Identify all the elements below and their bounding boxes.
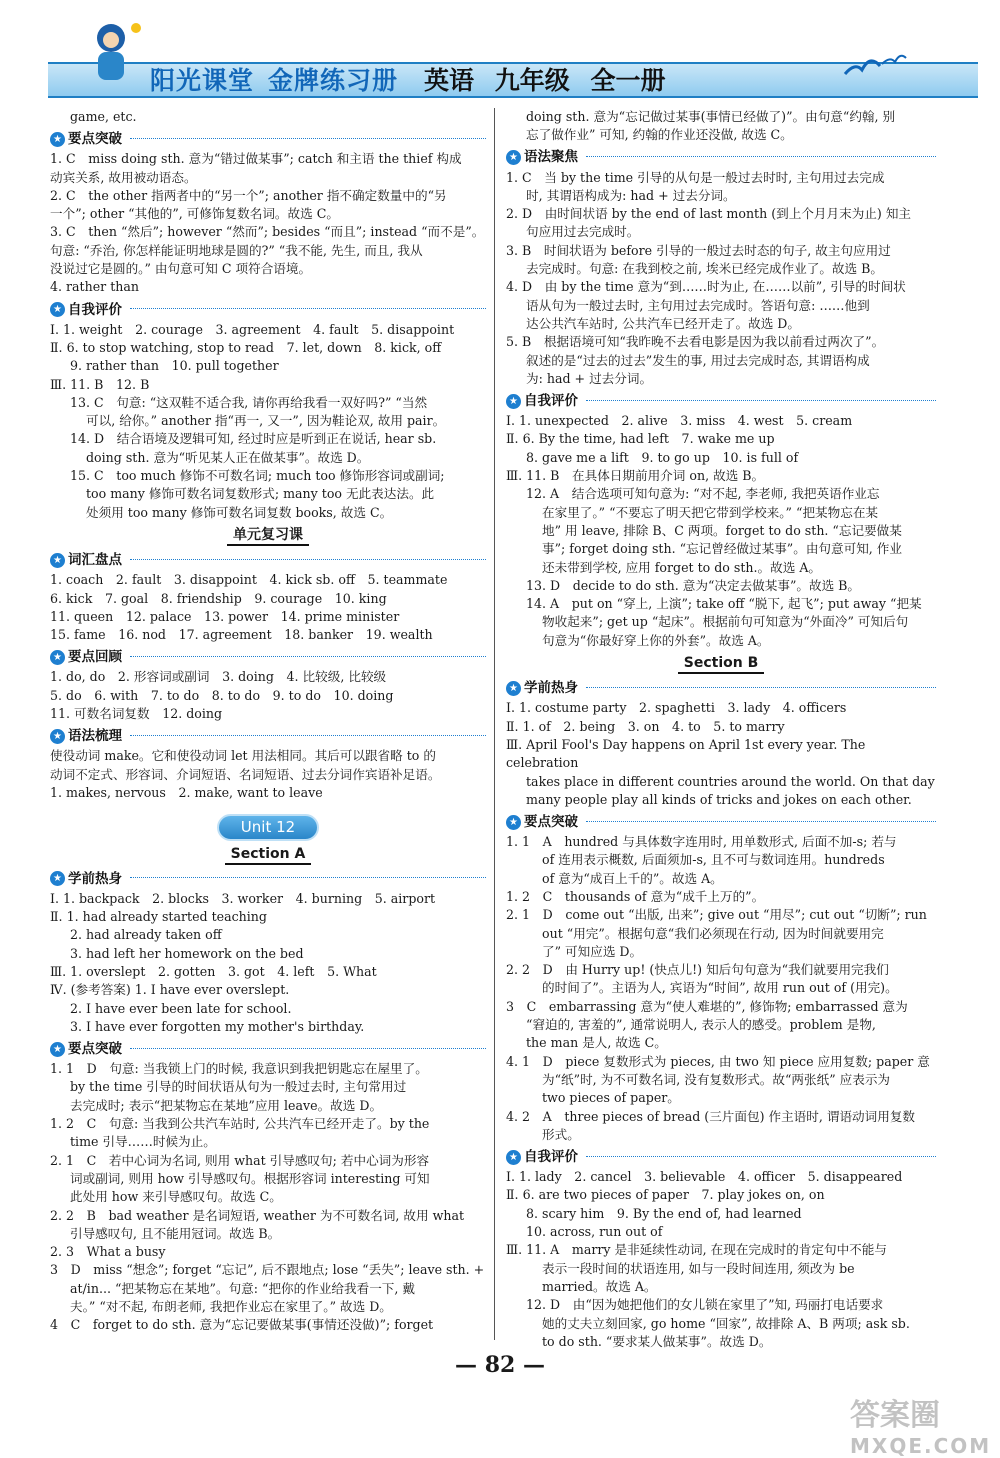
text-line: 5. B 根据语境可知“我昨晚不去看电影是因为我以前看过两次了”。 [506,334,885,350]
header-book-info [424,61,665,97]
section-heading [50,300,486,320]
section-title: 词汇盘点 [68,552,122,569]
text-line: 物收起来”; get up “起床”。根据前句可知意为“外面冷” 可知后句 [542,614,909,630]
brand-name: 阳光课堂 [150,66,255,95]
text-line: Ⅰ. 1. backpack 2. blocks 3. worker 4. burning 5. airport [50,890,436,906]
text-line: 1. C 当 by the time 引导的从句是一般过去时时, 主句用过去完成 [506,169,885,185]
text-line: 1. do, do 2. 形容词或副词 3. doing 4. 比较级, 比较级 [50,669,387,685]
star-icon: ★ [50,650,65,665]
page-header [0,0,1000,108]
text-line: 4. rather than [50,279,139,295]
text-line: 2. C the other 指两者中的“另一个”; another 指不确定数量中的“另 [50,187,447,203]
text-line: doing sth. 意为“听见某人正在做某事”。故选 D。 [86,449,370,465]
text-line: 1. 1 D 句意: 当我锁上门的时候, 我意识到我把钥匙忘在屋里了。 [50,1061,428,1077]
section-title: 语法聚焦 [524,149,578,166]
section-heading [50,869,486,889]
text-line: Ⅱ. 1. had already started teaching [50,909,267,925]
text-line: 2. D 由时间状语 by the end of last month (到上个月月末为止) 知主 [506,206,912,222]
review-title: 单元复习课 [227,526,309,546]
text-line: 表示一段时间的状语连用, 如与一段时间连用, 须改为 be [542,1260,855,1276]
text-line: 1. makes, nervous 2. make, want to leave [50,784,323,800]
section-heading [506,678,936,698]
section-title: 要点突破 [524,813,578,830]
text-line: 处须用 too many 修饰可数名词复数 books, 故选 C。 [86,504,393,520]
text-line: 3. C then “然后”; however “然而”; besides “而且”; instead “而不是”。 [50,224,485,240]
text-line: Ⅲ. April Fool's Day happens on April 1st every year. The celebration [506,736,866,771]
text-line: 1. 2 C 句意: 当我到公共汽车站时, 公共汽车已经开走了。by the [50,1116,430,1132]
section-title: 学前热身 [524,680,578,697]
text-line: 在家里了。” “不要忘了明天把它带到学校来。” “把某物忘在某 [542,504,879,520]
text-line: 可以, 给你。” another 指“再一, 又一”, 因为鞋论双, 故用 pair。 [86,413,446,429]
star-icon: ★ [506,815,521,830]
text-line: 2. 1 C 若中心词为名词, 则用 what 引导感叹句; 若中心词为形容 [50,1152,430,1168]
text-line: time 引导……时候为止。 [70,1134,216,1150]
text-line: 忘了做作业” 可知, 约翰的作业还没做, 故选 C。 [526,127,793,143]
text-line: 此处用 how 来引导感叹句。故选 C。 [70,1189,282,1205]
star-icon: ★ [50,871,65,886]
mascot-figure-icon [76,18,146,88]
text-line: the man 是人, 故选 C。 [526,1035,667,1051]
text-line: Ⅱ. 6. By the time, had left 7. wake me up [506,431,775,447]
text-line: 4 C forget to do sth. 意为“忘记要做某事(事情还没做)”; forget [50,1317,434,1333]
text-line: 事”; forget doing sth. “忘记曾经做过某事”。由句意可知, 作业 [542,541,902,557]
section-heading [506,391,936,411]
text-line: married。故选 A。 [542,1278,657,1294]
text-line: 1. C miss doing sth. 意为“错过做某事”; catch 和主语 the thief 构成 [50,151,462,167]
text-line: 4. D 由 by the time 意为“到……时为止, 在……以前”, 引导的时间状 [506,279,906,295]
section-title: 要点突破 [68,1041,122,1058]
star-icon: ★ [506,681,521,696]
text-line: too many 修饰可数名词复数形式; many too 无此表达法。此 [86,486,435,502]
section-title: 要点回顾 [68,649,122,666]
section-heading [50,1039,486,1059]
section-title: 自我评价 [524,1148,578,1165]
section-title: 语法梳理 [68,728,122,745]
text-line: at/in... “把某物忘在某地”。句意: “把你的作业给我看一下, 戴 [70,1280,415,1296]
text-line: “窘迫的, 害羞的”, 通常说明人, 表示人的感受。problem 是物, [526,1017,876,1033]
text-line: Ⅲ. 11. B 12. B [50,376,150,392]
text-line: 她的丈夫立刻回家, go home “回家”, 故排除 A、B 两项; ask sb. [542,1315,910,1331]
text-line: 语从句为一般过去时, 主句用过去完成时。答语句意: ……他到 [526,297,870,313]
text-line: 没说过它是圆的。” 由句意可知 C 项符合语境。 [50,261,312,277]
text-line: Ⅰ. 1. unexpected 2. alive 3. miss 4. west 5. cream [506,413,853,429]
text-line: 14. D 结合语境及逻辑可知, 经过时应是听到正在说话, hear sb. [70,431,437,447]
text-line: 15. C too much 修饰不可数名词; much too 修饰形容词或副词; [70,468,445,484]
text-line: 动词不定式、形容词、介词短语、名词短语、过去分词作宾语补足语。 [50,766,441,782]
text-line: 句应用过去完成时。 [526,224,640,240]
text-line: Ⅰ. 1. lady 2. cancel 3. believable 4. officer 5. disappeared [506,1169,903,1185]
text-line: 11. 可数名词复数 12. doing [50,706,223,722]
text-line: many people play all kinds of tricks and jokes on each other. [526,791,912,807]
section-title: 自我评价 [68,301,122,318]
text-line: 13. D decide to do sth. 意为“决定去做某事”。故选 B。 [526,577,861,593]
page-number: — 82 — [455,1352,545,1378]
text-line: 词或副词, 则用 how 引导感叹句。根据形容词 interesting 可知 [70,1170,430,1186]
text-line: 10. across, run out of [526,1224,663,1240]
text-line: Ⅲ. 11. A marry 是非延续性动词, 在现在完成时的肯定句中不能与 [506,1242,887,1258]
text-line: two pieces of paper。 [542,1090,680,1106]
text-line: 2. 3 What a busy [50,1244,166,1260]
text-line: of 意为“成百上千的”。故选 A。 [542,870,723,886]
text-line: 8. scary him 9. By the end of, had learned [526,1205,802,1221]
text-line: 14. A put on “穿上, 上演”; take off “脱下, 起飞”; put away “把某 [526,596,922,612]
text-line: Ⅲ. 1. overslept 2. gotten 3. got 4. left 5. What [50,963,377,979]
text-line: 为: had + 过去分词。 [526,370,653,386]
text-line: 地” 用 leave, 排除 B、C 两项。forget to do sth. “忘记要做某 [542,522,902,538]
text-line: Ⅱ. 6. are two pieces of paper 7. play jokes on, on [506,1187,825,1203]
unit-badge: Unit 12 [217,814,319,840]
volume: 全一册 [590,66,666,95]
text-line: 12. D 由“因为她把他们的女儿锁在家里了”知, 玛丽打电话要求 [526,1297,884,1313]
section-heading [506,148,936,168]
text-line: 了” 可知应选 D。 [542,943,643,959]
section-a-title: Section A [225,845,312,865]
star-icon: ★ [50,553,65,568]
text-line: 13. C 句意: “这双鞋不适合我, 请你再给我看一双好吗?” “当然 [70,394,428,410]
text-line: 为“纸”时, 为不可数名词, 没有复数形式。故“两张纸” 应表示为 [542,1071,891,1087]
text-line: 3 C embarrassing 意为“使人难堪的”, 修饰物; embarrassed 意为 [506,998,908,1014]
section-heading [50,726,486,746]
text-line: 使役动词 make。它和使役动词 let 用法相同。其后可以跟省略 to 的 [50,748,436,764]
text-line: Ⅲ. 11. B 在具体日期前用介词 on, 故选 B。 [506,468,765,484]
grade: 九年级 [494,66,570,95]
text-line: 15. fame 16. nod 17. agreement 18. banker 19. wealth [50,627,433,643]
section-heading [506,812,936,832]
text-line: 4. 2 A three pieces of bread (三片面包) 作主语时, 谓语动词用复数 [506,1108,916,1124]
text-line: 12. A 结合选项可知句意为: “对不起, 李老师, 我把英语作业忘 [526,486,880,502]
text-line: Ⅰ. 1. weight 2. courage 3. agreement 4. fault 5. disappoint [50,321,455,337]
text-line: takes place in different countries around the world. On that day [526,773,935,789]
unit-badge-wrap [50,814,486,840]
text-line: 8. gave me a lift 9. to go up 10. is full of [526,449,799,465]
section-a-wrap [50,845,486,865]
watermark [850,1390,991,1458]
star-icon: ★ [50,132,65,147]
section-heading [50,647,486,667]
text-line: out “用完”。根据句意“我们必须现在行动, 因为时间就要用完 [542,925,884,941]
text-line: 时, 其谓语构成为: had + 过去分词。 [526,187,736,203]
left-column [50,108,486,1335]
star-icon: ★ [50,302,65,317]
star-icon: ★ [506,394,521,409]
star-icon: ★ [50,1042,65,1057]
text-line: 11. queen 12. palace 13. power 14. prime minister [50,608,400,624]
series-name: 金牌练习册 [268,66,399,95]
text-line: 去完成时; 表示“把某物忘在某地”应用 leave。故选 D。 [70,1097,383,1113]
text-line: 9. rather than 10. pull together [70,358,279,374]
text-line: 动宾关系, 故用被动语态。 [50,169,197,185]
text-line: 3. B 时间状语为 before 引导的一般过去时态的句子, 故主句应用过 [506,242,891,258]
watermark-url: MXQE.COM [850,1434,992,1458]
text-line: of 连用表示概数, 后面须加-s, 且不可与数词连用。hundreds [542,852,885,868]
subject: 英语 [424,66,475,95]
text-line: game, etc. [70,109,137,124]
text-line: 4. 1 D piece 复数形式为 pieces, 由 two 知 piece 应用复数; paper 意 [506,1053,930,1069]
text-line: doing sth. 意为“忘记做过某事(事情已经做了)”。由句意“约翰, 别 [526,109,896,124]
text-line: 引导感叹句, 且不能用冠词。故选 B。 [70,1225,281,1241]
column-divider [494,108,495,1340]
text-line: 2. 2 B bad weather 是名词短语, weather 为不可数名词, 故用 what [50,1207,465,1223]
text-line: 1. coach 2. fault 3. disappoint 4. kick sb. off 5. teammate [50,572,448,588]
text-line: 夫。” “对不起, 布朗老师, 我把作业忘在家里了。” 故选 D。 [70,1299,392,1315]
text-line: 2. 2 D 由 Hurry up! (快点儿!) 知后句句意为“我们就要用完我们 [506,962,889,978]
section-title: 自我评价 [524,393,578,409]
section-heading [506,1147,936,1167]
text-line: 1. 2 C thousands of 意为“成千上万的”。 [506,888,765,904]
text-line: to do sth. “要求某人做某事”。故选 D。 [542,1333,772,1349]
text-line: 1. 1 A hundred 与具体数字连用时, 用单数形式, 后面不加-s; 若与 [506,834,897,850]
text-line: 一个”; other “其他的”, 可修饰复数名词。故选 C。 [50,206,339,222]
text-line: 2. had already taken off [70,927,222,943]
text-line: 3. I have ever forgotten my mother's birthday. [70,1018,365,1034]
review-title-wrap [50,526,486,546]
text-line: 达公共汽车站时, 公共汽车已经开走了。故选 D。 [526,315,800,331]
section-b-wrap [506,654,936,674]
text-line: 叙述的是“过去的过去”发生的事, 用过去完成时态, 其谓语构成 [526,352,870,368]
star-icon: ★ [506,150,521,165]
text-line: 3. had left her homework on the bed [70,945,304,961]
text-line: Ⅱ. 6. to stop watching, stop to read 7. let, down 8. kick, off [50,339,442,355]
birds-icon [840,44,910,84]
section-title: 要点突破 [68,131,122,148]
text-line: 2. 1 D come out “出版, 出来”; give out “用尽”; cut out “切断”; run [506,907,927,923]
section-title: 学前热身 [68,870,122,887]
text-line: by the time 引导的时间状语从句为一般过去时, 主句常用过 [70,1079,407,1095]
text-line: Ⅳ. (参考答案) 1. I have ever overslept. [50,982,290,998]
star-icon: ★ [50,729,65,744]
section-heading [50,129,486,149]
text-line: 3 D miss “想念”; forget “忘记”, 后不跟地点; lose “丢失”; leave sth. + [50,1262,485,1278]
text-line: 句意为“你最好穿上你的外套”。故选 A。 [542,632,770,648]
header-brand [150,61,398,97]
text-line: 形式。 [542,1126,580,1142]
text-line: 的时间了”。主语为人, 宾语为“时间”, 故用 run out of (用完)。 [542,980,898,996]
text-line: 2. I have ever been late for school. [70,1000,292,1016]
section-heading [50,550,486,570]
star-icon: ★ [506,1150,521,1165]
text-line: Ⅰ. 1. costume party 2. spaghetti 3. lady 4. officers [506,700,847,716]
text-line: 去完成时。句意: 在我到校之前, 埃米已经完成作业了。故选 B。 [526,261,883,277]
right-column [506,108,936,1351]
text-line: Ⅱ. 1. of 2. being 3. on 4. to 5. to marry [506,718,785,734]
text-line: 句意: “乔治, 你怎样能证明地球是圆的?” “我不能, 先生, 而且, 我从 [50,242,423,258]
section-b-title: Section B [678,654,765,674]
text-line: 5. do 6. with 7. to do 8. to do 9. to do 10. doing [50,687,394,703]
watermark-text: 答案圈 [850,1398,940,1433]
text-line: 还未带到学校, 应用 forget to do sth.。故选 A。 [542,559,822,575]
text-line: 6. kick 7. goal 8. friendship 9. courage 10. king [50,590,387,606]
